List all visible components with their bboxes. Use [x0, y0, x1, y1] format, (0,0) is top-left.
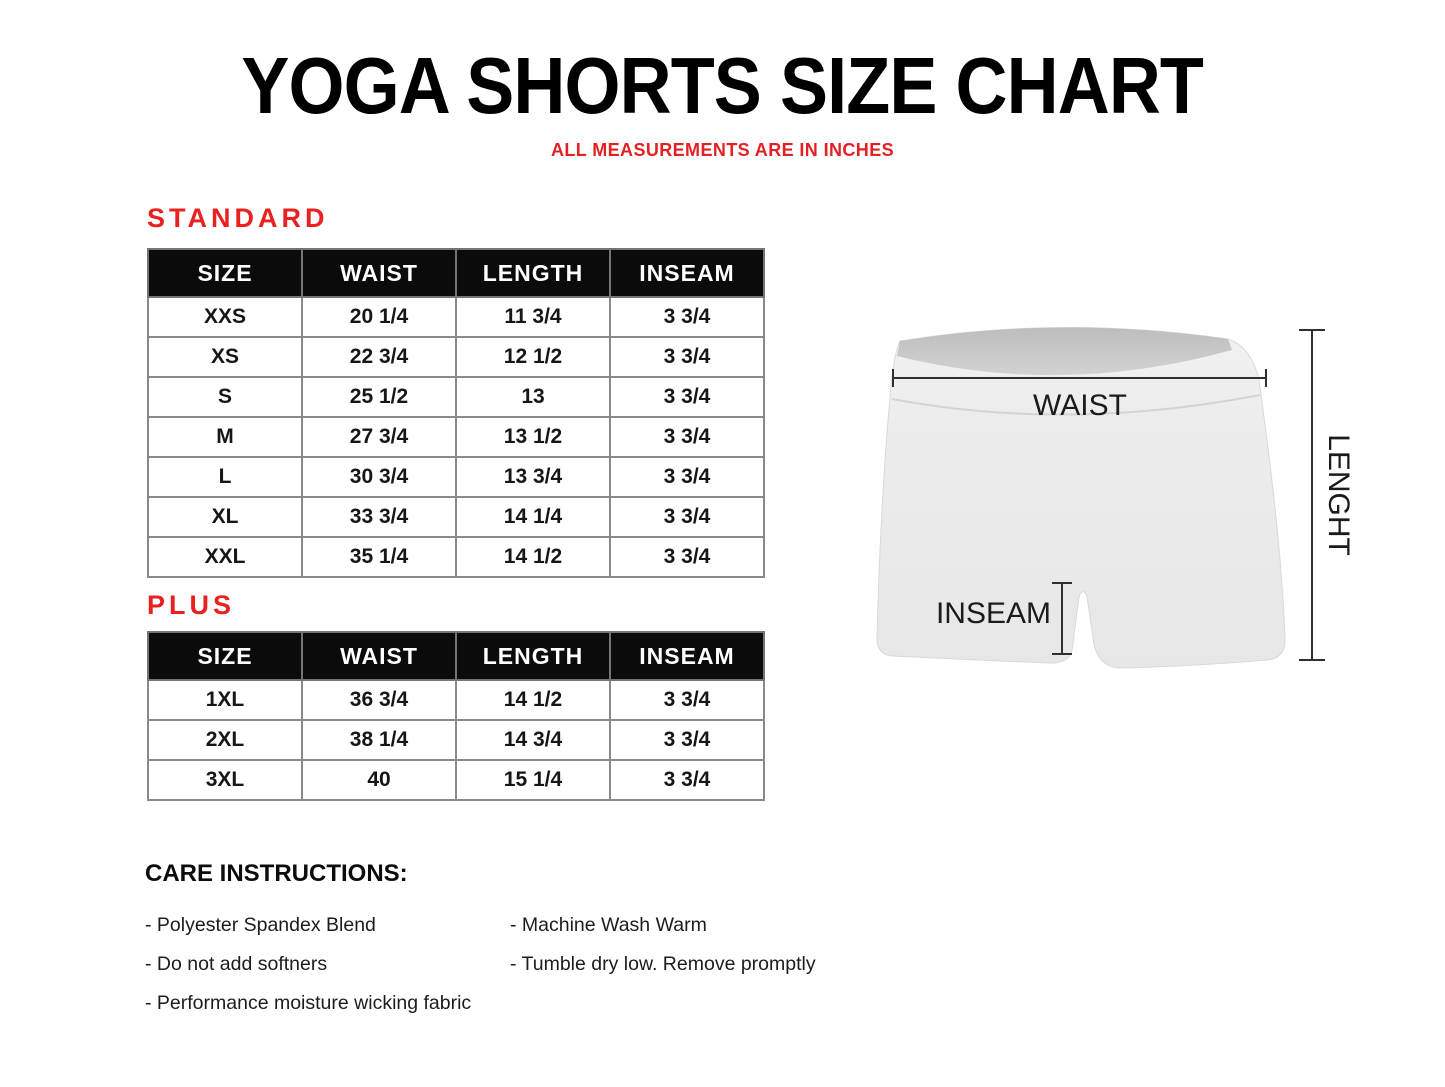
col-header-inseam: INSEAM: [610, 632, 764, 680]
cell-size: L: [148, 457, 302, 497]
cell-inseam: 3 3/4: [610, 497, 764, 537]
cell-size: XXL: [148, 537, 302, 577]
cell-inseam: 3 3/4: [610, 680, 764, 720]
length-label: LENGHT: [1322, 434, 1356, 556]
care-item: - Tumble dry low. Remove promptly: [510, 953, 816, 975]
cell-size: 3XL: [148, 760, 302, 800]
col-header-inseam: INSEAM: [610, 249, 764, 297]
waist-label: WAIST: [1033, 389, 1127, 422]
plus-section-heading: PLUS: [147, 590, 236, 620]
cell-inseam: 3 3/4: [610, 377, 764, 417]
col-header-length: LENGTH: [456, 249, 610, 297]
cell-length: 11 3/4: [456, 297, 610, 337]
cell-size: XS: [148, 337, 302, 377]
cell-length: 13 1/2: [456, 417, 610, 457]
cell-length: 12 1/2: [456, 337, 610, 377]
col-header-waist: WAIST: [302, 632, 456, 680]
cell-waist: 35 1/4: [302, 537, 456, 577]
col-header-length: LENGTH: [456, 632, 610, 680]
cell-inseam: 3 3/4: [610, 417, 764, 457]
cell-inseam: 3 3/4: [610, 720, 764, 760]
cell-length: 14 1/2: [456, 680, 610, 720]
col-header-size: SIZE: [148, 249, 302, 297]
cell-waist: 30 3/4: [302, 457, 456, 497]
cell-length: 14 1/4: [456, 497, 610, 537]
care-item: - Do not add softners: [145, 953, 328, 975]
cell-waist: 27 3/4: [302, 417, 456, 457]
cell-waist: 22 3/4: [302, 337, 456, 377]
cell-waist: 33 3/4: [302, 497, 456, 537]
standard-section-heading: STANDARD: [147, 203, 329, 233]
care-item: - Polyester Spandex Blend: [145, 914, 376, 936]
cell-length: 14 3/4: [456, 720, 610, 760]
page-title-text: YOGA SHORTS SIZE CHART: [241, 41, 1204, 130]
cell-waist: 40: [302, 760, 456, 800]
cell-inseam: 3 3/4: [610, 337, 764, 377]
cell-size: XL: [148, 497, 302, 537]
page-subtitle: ALL MEASUREMENTS ARE IN INCHES: [550, 140, 895, 160]
cell-length: 15 1/4: [456, 760, 610, 800]
cell-size: 2XL: [148, 720, 302, 760]
cell-size: S: [148, 377, 302, 417]
cell-size: 1XL: [148, 680, 302, 720]
cell-waist: 38 1/4: [302, 720, 456, 760]
inseam-label: INSEAM: [935, 597, 1051, 630]
cell-length: 14 1/2: [456, 537, 610, 577]
cell-waist: 25 1/2: [302, 377, 456, 417]
cell-length: 13: [456, 377, 610, 417]
care-item: - Performance moisture wicking fabric: [145, 992, 472, 1014]
cell-inseam: 3 3/4: [610, 297, 764, 337]
cell-size: XXS: [148, 297, 302, 337]
cell-inseam: 3 3/4: [610, 537, 764, 577]
length-measure-line: [1299, 330, 1325, 660]
cell-inseam: 3 3/4: [610, 457, 764, 497]
cell-size: M: [148, 417, 302, 457]
col-header-size: SIZE: [148, 632, 302, 680]
col-header-waist: WAIST: [302, 249, 456, 297]
care-instructions-heading: CARE INSTRUCTIONS:: [145, 860, 408, 887]
cell-length: 13 3/4: [456, 457, 610, 497]
cell-waist: 20 1/4: [302, 297, 456, 337]
cell-waist: 36 3/4: [302, 680, 456, 720]
care-item: - Machine Wash Warm: [510, 914, 707, 936]
cell-inseam: 3 3/4: [610, 760, 764, 800]
